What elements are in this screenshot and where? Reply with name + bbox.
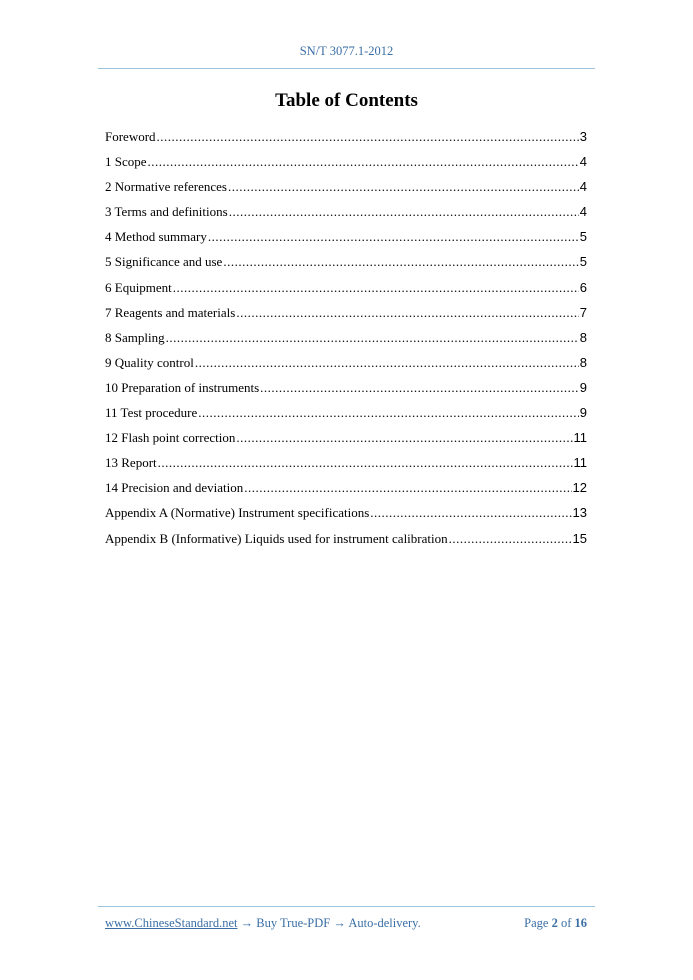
toc-entry-page: 11 [573, 455, 587, 471]
dot-leader [208, 228, 579, 246]
toc-entry-label: 14 Precision and deviation [105, 480, 244, 496]
toc-entry-label: 2 Normative references [105, 179, 227, 195]
toc-entry-report[interactable] [105, 454, 587, 479]
total-pages-number: 16 [574, 916, 587, 930]
toc-entry-scope[interactable] [105, 153, 587, 178]
toc-entry-page: 4 [579, 154, 587, 170]
dot-leader [195, 354, 579, 372]
page-number [524, 916, 587, 931]
of-word: of [560, 916, 572, 930]
arrow-right-icon: → [333, 916, 346, 930]
page-title: Table of Contents [275, 90, 418, 111]
toc-entry-page: 3 [579, 129, 587, 144]
toc-entry-appendix-b[interactable] [105, 530, 587, 555]
toc-entry-page: 5 [579, 229, 587, 245]
dot-leader [166, 329, 579, 347]
toc-entry-preparation-of-instruments[interactable] [105, 379, 587, 404]
dot-leader [228, 178, 579, 196]
dot-leader [236, 429, 572, 447]
toc-entry-page: 7 [579, 304, 587, 320]
toc-entry-sampling[interactable] [105, 329, 587, 354]
auto-delivery-text: Auto-delivery. [348, 916, 421, 930]
toc-entry-significance-and-use[interactable] [105, 253, 587, 278]
toc-entry-label: 11 Test procedure [105, 405, 198, 421]
header-divider [98, 68, 595, 69]
toc-entry-label: 4 Method summary [105, 229, 207, 245]
toc-entry-reagents-and-materials[interactable] [105, 304, 587, 329]
table-of-contents [105, 128, 587, 555]
dot-leader [223, 253, 578, 271]
toc-entry-label: 8 Sampling [105, 329, 165, 345]
toc-entry-quality-control[interactable] [105, 354, 587, 379]
footer-promo [105, 916, 421, 931]
toc-entry-method-summary[interactable] [105, 228, 587, 253]
toc-entry-label: Appendix B (Informative) Liquids used for instrument calibration [105, 530, 448, 546]
website-link[interactable]: www.ChineseStandard.net [105, 916, 238, 930]
arrow-right-icon: → [240, 916, 254, 930]
dot-leader [148, 153, 579, 171]
footer-divider [98, 906, 595, 907]
current-page-number: 2 [551, 916, 558, 930]
page-header [0, 44, 693, 59]
toc-entry-page: 6 [579, 279, 587, 295]
toc-entry-page: 9 [579, 405, 587, 421]
dot-leader [370, 504, 571, 522]
dot-leader [244, 479, 571, 497]
toc-entry-label: 9 Quality control [105, 354, 194, 370]
page-word: Page [524, 916, 549, 930]
toc-entry-page: 4 [579, 179, 587, 195]
toc-entry-page: 5 [579, 254, 587, 270]
dot-leader [198, 404, 579, 422]
toc-entry-page: 8 [579, 354, 587, 370]
toc-entry-label: 13 Report [105, 455, 157, 471]
dot-leader [158, 454, 573, 472]
dot-leader [260, 379, 579, 397]
dot-leader [157, 128, 579, 146]
document-id: SN/T 3077.1-2012 [299, 44, 394, 58]
toc-entry-foreword[interactable] [105, 128, 587, 153]
toc-entry-page: 4 [579, 204, 587, 220]
toc-entry-test-procedure[interactable] [105, 404, 587, 429]
toc-entry-page: 12 [572, 480, 587, 496]
dot-leader [173, 279, 579, 297]
toc-entry-flash-point-correction[interactable] [105, 429, 587, 454]
toc-entry-appendix-a[interactable] [105, 504, 587, 529]
dot-leader [449, 530, 572, 548]
toc-entry-label: 1 Scope [105, 154, 147, 170]
toc-entry-page: 15 [572, 530, 587, 546]
toc-entry-label: 6 Equipment [105, 279, 172, 295]
toc-entry-label: Appendix A (Normative) Instrument specifications [105, 505, 370, 521]
toc-entry-page: 11 [573, 430, 587, 446]
toc-entry-normative-references[interactable] [105, 178, 587, 203]
dot-leader [229, 203, 579, 221]
toc-entry-terms-and-definitions[interactable] [105, 203, 587, 228]
toc-entry-label: 5 Significance and use [105, 254, 223, 270]
toc-entry-label: 10 Preparation of instruments [105, 379, 260, 395]
toc-entry-page: 9 [579, 379, 587, 395]
toc-entry-label: 3 Terms and definitions [105, 204, 228, 220]
toc-entry-precision-and-deviation[interactable] [105, 479, 587, 504]
dot-leader [236, 304, 578, 322]
toc-entry-label: 12 Flash point correction [105, 430, 236, 446]
toc-entry-page: 8 [579, 329, 587, 345]
toc-entry-equipment[interactable] [105, 279, 587, 304]
toc-entry-label: 7 Reagents and materials [105, 304, 236, 320]
toc-entry-label: Foreword [105, 129, 156, 144]
buy-pdf-text: Buy True-PDF [256, 916, 331, 930]
toc-entry-page: 13 [572, 505, 587, 521]
